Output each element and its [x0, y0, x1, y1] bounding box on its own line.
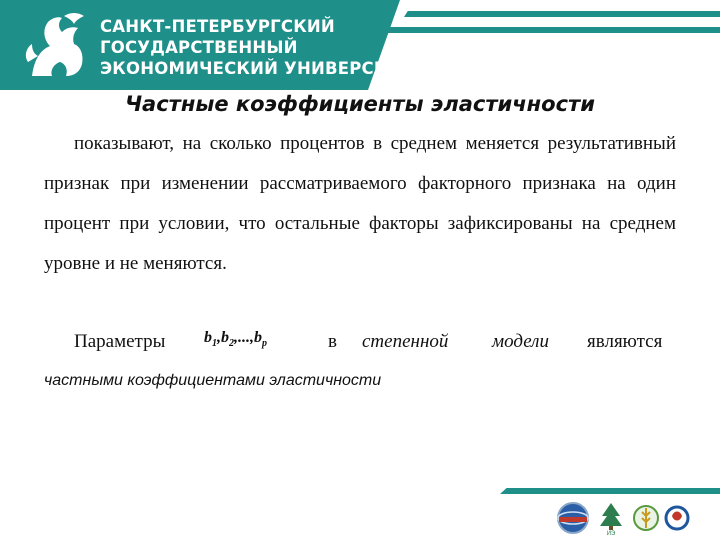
- university-name-line-3: ЭКОНОМИЧЕСКИЙ УНИВЕРСИТЕТ: [100, 59, 423, 78]
- are-word: являются: [587, 331, 663, 352]
- slide-title: Частные коэффициенты эластичности: [125, 92, 595, 116]
- paragraph-conclusion: частными коэффициентами эластичности: [44, 372, 382, 389]
- university-name-line-2: ГОСУДАРСТВЕННЫЙ: [100, 38, 298, 57]
- university-name: [100, 16, 422, 79]
- model-word: модели: [492, 331, 549, 352]
- paragraph-parameters: [44, 325, 676, 365]
- svg-text:ИЭ: ИЭ: [606, 531, 616, 536]
- university-name-line-1: САНКТ-ПЕТЕРБУРГСКИЙ: [100, 17, 335, 36]
- blue-emblem-icon: [664, 500, 690, 536]
- parameters-word: Параметры: [74, 331, 166, 352]
- footer-rule: [500, 488, 720, 494]
- wheat-emblem-icon: [632, 500, 660, 536]
- header-rule-top: [404, 11, 720, 17]
- header-rule-middle: [356, 27, 720, 33]
- paragraph-definition: показывают, на сколько процентов в среднем меняется результативный признак при изменении рассматриваемого факторного признака на один процент при условии, что остальные факторы зафиксированы на среднем уровне и не меняются.: [44, 133, 676, 274]
- griffin-logo-icon: [22, 10, 92, 82]
- parameters-formula: $b_1,b_2,...,b_p$: [204, 329, 267, 350]
- power-word: степенной: [362, 331, 449, 352]
- globe-emblem-icon: [555, 500, 591, 536]
- in-word: в: [328, 331, 337, 352]
- tree-emblem-icon: [596, 500, 626, 536]
